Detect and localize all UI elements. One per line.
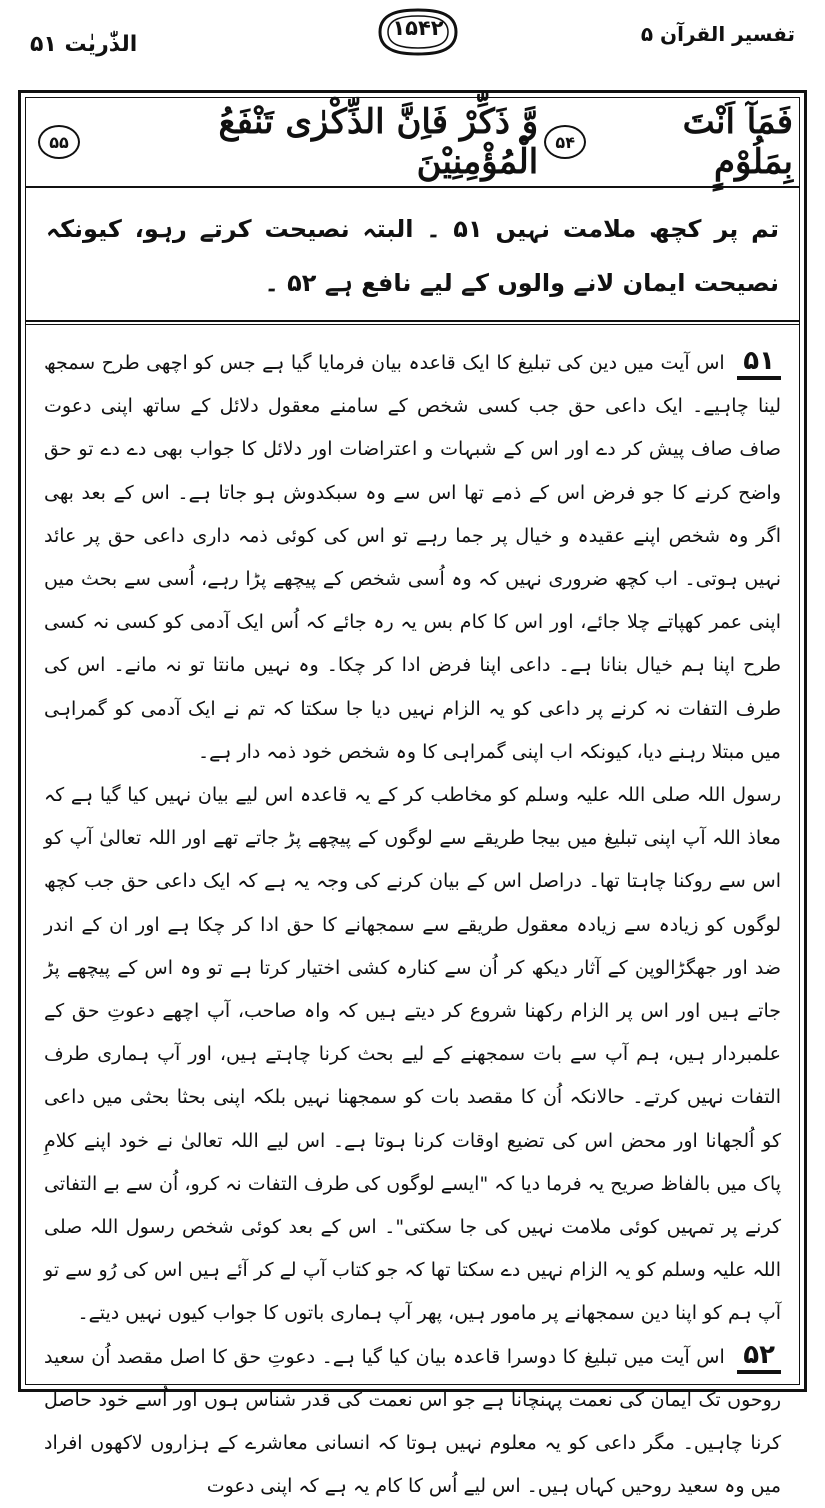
verse-text-1: فَمَآ اَنْتَ بِمَلُوْمٍ	[682, 102, 793, 182]
verse-text-2: وَّ ذَكِّرْ فَاِنَّ الذِّكْرٰى تَنْفَعُ الْمُؤْمِنِيْنَ	[218, 102, 539, 182]
commentary-para-2: رسول اللہ صلی اللہ علیہ وسلم کو مخاطب کر کے یہ قاعدہ اس لیے بیان نہیں کیا گیا ہے کہ معاذ اللہ آپ اپنی تبلیغ میں بیجا طریقے سے لوگوں کے پیچھے پڑ جاتے تھے اور اللہ تعالیٰ آپ کو اس سے روکنا چاہتا تھا۔ دراصل اس کے بیان کرنے کی وجہ یہ ہے کہ ایک داعی حق جب کچھ لوگوں کو زیادہ سے زیادہ معقول طریقے سے سمجھانے کا حق ادا کر چکا ہے اور ان کے اندر ضد اور جھگڑالوپن کے آثار دیکھ کر اُن سے کنارہ کشی اختیار کرتا ہے تو وہ اس کے پیچھے پڑ جاتے ہیں اور اس پر الزام رکھنا شروع کر دیتے ہیں کہ واہ صاحب، آپ اچھے دعوتِ حق کے علمبردار ہیں، ہم آپ سے بات سمجھنے کے لیے بحث کرنا چاہتے ہیں، اور آپ ہماری طرف التفات نہیں کرتے۔ حالانکہ اُن کا مقصد بات کو سمجھنا نہیں بلکہ اپنی بحثا بحثی میں داعی کو اُلجھانا اور محض اس کی تضیع اوقات کرنا ہوتا ہے۔ اس لیے اللہ تعالیٰ نے خود اپنے کلامِ پاک میں بالفاظ صریح یہ فرما دیا کہ "ایسے لوگوں کی طرف التفات نہ کرو، اُن سے بے التفاتی کرنے پر تمہیں کوئی ملامت نہیں کی جا سکتی"۔ اس کے بعد کوئی شخص رسول اللہ صلی اللہ علیہ وسلم کو یہ الزام نہیں دے سکتا تھا کہ جو کتاب آپ لے کر آئے ہیں اس کی رُو سے تو آپ ہم کو اپنا دین سمجھانے پر مامور ہیں، پھر آپ ہماری باتوں کا جواب کیوں نہیں دیتے۔	[44, 784, 781, 1325]
urdu-translation: تم پر کچھ ملامت نہیں ۵۱ ۔ البتہ نصیحت کرتے رہو، کیونکہ نصیحت ایمان لانے والوں کے لیے نافع ہے ۵۲ ۔	[46, 215, 779, 297]
verse-marker-55: ۵۵	[38, 125, 80, 159]
page-number: ۱۵۴۲	[392, 16, 444, 40]
content-frame	[18, 90, 807, 1498]
page-number-ornament	[372, 6, 464, 58]
divider	[26, 186, 799, 188]
para-text: اس آیت میں تبلیغ کا دوسرا قاعدہ بیان کیا گیا ہے۔ دعوتِ حق کا اصل مقصد اُن سعید روحوں تک ایمان کی نعمت پہنچانا ہے جو اس نعمت کی قدر شناس ہوں اور اُسے خود حاصل کرنا چاہیں۔ مگر داعی کو یہ معلوم نہیں ہوتا کہ انسانی معاشرے کے ہزاروں لاکھوں افراد میں وہ سعید روحیں کہاں ہیں۔ اس لیے اُس کا کام یہ ہے کہ اپنی دعوت	[44, 1345, 781, 1498]
para-text: اس آیت میں دین کی تبلیغ کا ایک قاعدہ بیان فرمایا گیا ہے جس کو اچھی طرح سمجھ لینا چاہیے۔ ایک داعی حق جب کسی شخص کے سامنے معقول دلائل کے ساتھ اپنی دعوت صاف صاف پیش کر دے اور اس کے شبہات و اعتراضات اور دلائل کا جواب بھی دے دے تو حق واضح کرنے کا جو فرض اس کے ذمے تھا اس سے وہ سبکدوش ہو جاتا ہے۔ اس کے بعد بھی اگر وہ شخص اپنے عقیدہ و خیال پر جما رہے تو اس کی کوئی ذمہ داری داعی حق پر عائد نہیں ہوتی۔ اب کچھ ضروری نہیں کہ وہ اُسی شخص کے پیچھے پڑا رہے، اُسی سے بحث میں اپنی عمر کھپاتے چلا جائے، اور اس کا کام بس یہ رہ جائے کہ اُس ایک آدمی کو کسی نہ کسی طرح اپنا ہم خیال بنانا ہے۔ داعی اپنا فرض ادا کر چکا۔ وہ نہیں مانتا تو نہ مانے۔ اس کی طرف	[44, 352, 781, 720]
commentary-para-51	[44, 342, 781, 774]
book-title: تفسیر القرآن ۵	[640, 22, 795, 46]
verse-marker-54: ۵۴	[544, 125, 586, 159]
commentary	[44, 342, 781, 1498]
arabic-verse	[32, 104, 793, 180]
note-number-51: ۵۱	[737, 346, 781, 380]
divider	[26, 324, 799, 325]
surah-title: الذّٰریٰت ۵۱	[30, 32, 138, 57]
note-number-52: ۵۲	[737, 1340, 781, 1374]
commentary-para-52	[44, 1336, 781, 1508]
para-text: التفات نہ کرنے پر داعی کو یہ الزام نہیں دیا جا سکتا کہ تم نے ایک آدمی کو گمراہی میں مبتلا رہنے دیا، کیونکہ اب اپنی گمراہی کا وہ شخص خود ذمہ دار ہے۔	[44, 697, 781, 763]
divider	[26, 320, 799, 322]
page-header	[20, 6, 805, 64]
inner-border	[25, 97, 800, 1498]
